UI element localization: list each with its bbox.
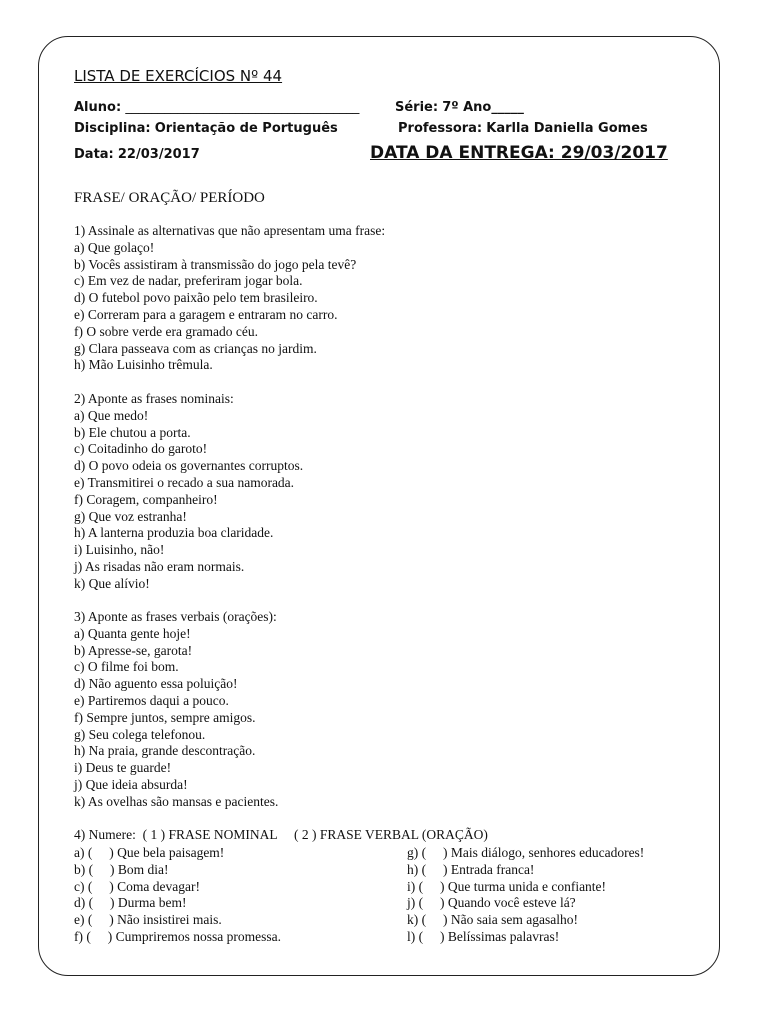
list-item: j) As risadas não eram normais.: [74, 558, 245, 574]
list-item: d) Não aguento essa poluição!: [74, 676, 238, 692]
list-item: g) ( ) Mais diálogo, senhores educadores!: [407, 845, 645, 860]
list-item: d) O povo odeia os governantes corruptos.: [74, 458, 304, 474]
list-item: l) ( ) Belíssimas palavras!: [407, 928, 560, 944]
question-4-prompt: [74, 827, 488, 844]
list-item: g) Que voz estranha!: [74, 508, 187, 524]
serie-line: [395, 100, 524, 115]
list-item: h) ( ) Entrada franca!: [407, 861, 535, 877]
list-item: g) Clara passeava com as crianças no jardim.: [74, 340, 317, 356]
list-item: a) ( ) Que bela paisagem!: [74, 845, 225, 860]
list-item: b) ( ) Bom dia!: [74, 861, 169, 877]
list-item: a) Que golaço!: [74, 239, 155, 255]
list-item: e) Correram para a garagem e entraram no carro.: [74, 306, 338, 322]
list-item: e) ( ) Não insistirei mais.: [74, 912, 222, 928]
question-prompt: 4) Numere: ( 1 ) FRASE NOMINAL ( 2 ) FRASE VERBAL (ORAÇÃO): [74, 827, 488, 842]
disciplina-value: Orientação de Português: [154, 121, 338, 136]
question-prompt: 3) Aponte as frases verbais (orações):: [74, 609, 277, 624]
list-item: f) ( ) Cumpriremos nossa promessa.: [74, 928, 281, 944]
list-item: a) Que medo!: [74, 407, 149, 423]
serie-value: 7º Ano_____: [442, 100, 524, 115]
list-item: e) Transmitirei o recado a sua namorada.: [74, 474, 295, 490]
student-line: [74, 100, 359, 115]
list-item: i) ( ) Que turma unida e confiante!: [407, 878, 607, 894]
aluno-label: Aluno:: [74, 100, 122, 115]
disciplina-label: Disciplina:: [74, 121, 151, 136]
serie-label: Série:: [395, 100, 439, 115]
list-item: k) ( ) Não saia sem agasalho!: [407, 912, 578, 928]
question-2: [74, 391, 303, 593]
list-item: c) Em vez de nadar, preferiram jogar bola.: [74, 273, 303, 289]
list-item: i) Luisinho, não!: [74, 542, 165, 558]
list-item: b) Apresse-se, garota!: [74, 642, 193, 658]
professora-value: Karlla Daniella Gomes: [486, 121, 648, 136]
section-title: FRASE/ ORAÇÃO/ PERÍODO: [74, 190, 265, 206]
list-item: h) Na praia, grande descontração.: [74, 743, 256, 759]
right-column: [407, 845, 644, 946]
list-item: d) ( ) Durma bem!: [74, 895, 187, 911]
question-prompt: 2) Aponte as frases nominais:: [74, 391, 234, 406]
list-item: f) O sobre verde era gramado céu.: [74, 323, 259, 339]
aluno-blank: ____________________________________: [125, 100, 360, 115]
list-item: a) Quanta gente hoje!: [74, 625, 191, 641]
professora-line: [398, 121, 648, 136]
list-item: j) ( ) Quando você esteve lá?: [407, 895, 576, 911]
list-item: f) Coragem, companheiro!: [74, 491, 218, 507]
list-item: f) Sempre juntos, sempre amigos.: [74, 709, 256, 725]
question-prompt: 1) Assinale as alternativas que não apresentam uma frase:: [74, 223, 386, 238]
list-item: e) Partiremos daqui a pouco.: [74, 692, 229, 708]
left-column: [74, 845, 281, 946]
list-item: h) Mão Luisinho trêmula.: [74, 357, 213, 373]
due-date: DATA DA ENTREGA: 29/03/2017: [370, 143, 668, 163]
list-item: j) Que ideia absurda!: [74, 776, 188, 792]
data-value: 22/03/2017: [117, 147, 200, 162]
disciplina-line: [74, 121, 338, 136]
data-label: Data:: [74, 147, 114, 162]
list-item: b) Ele chutou a porta.: [74, 424, 191, 440]
list-item: k) Que alívio!: [74, 575, 150, 591]
list-item: c) Coitadinho do garoto!: [74, 441, 208, 457]
list-item: c) ( ) Coma devagar!: [74, 878, 200, 894]
list-title: LISTA DE EXERCÍCIOS Nº 44: [74, 67, 283, 85]
list-item: k) As ovelhas são mansas e pacientes.: [74, 793, 279, 809]
date-line: [74, 147, 200, 162]
list-item: g) Seu colega telefonou.: [74, 726, 206, 742]
list-item: i) Deus te guarde!: [74, 760, 172, 776]
professora-label: Professora:: [398, 121, 483, 136]
list-item: d) O futebol povo paixão pelo tem brasileiro.: [74, 290, 318, 306]
question-1: [74, 223, 385, 374]
list-item: h) A lanterna produzia boa claridade.: [74, 525, 274, 541]
question-3: [74, 609, 278, 811]
list-item: b) Vocês assistiram à transmissão do jogo pela tevê?: [74, 256, 357, 272]
list-item: c) O filme foi bom.: [74, 659, 179, 675]
